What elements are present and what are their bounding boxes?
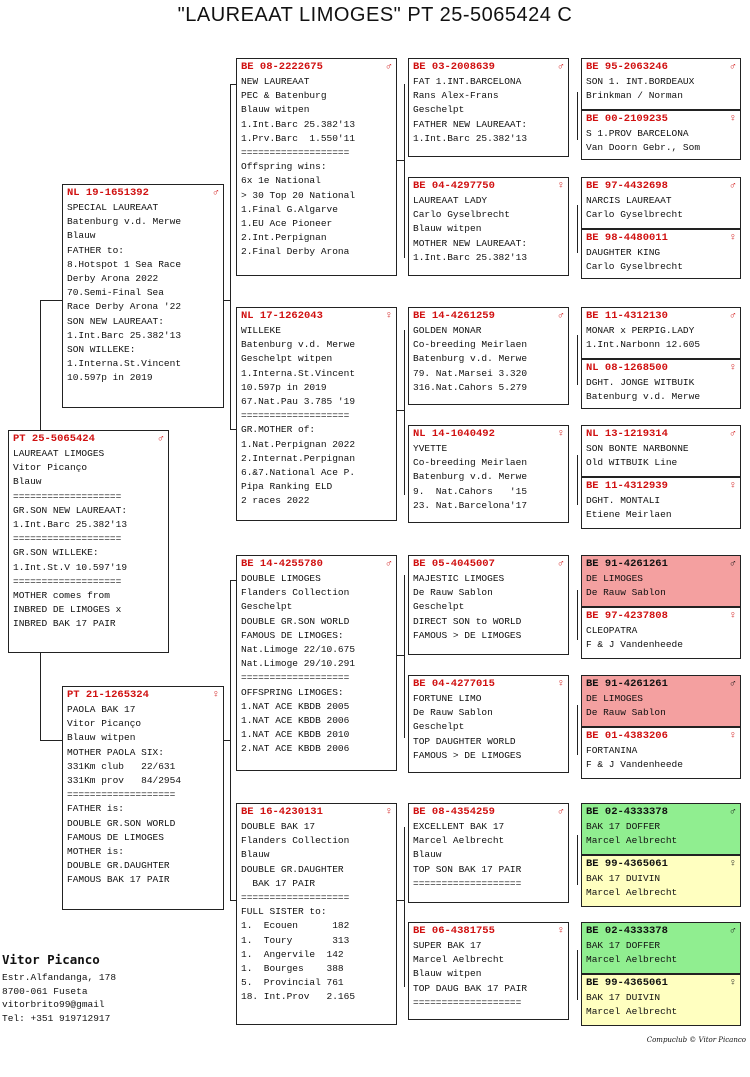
ring-number: BE 97-4237808 <box>586 610 668 622</box>
father-card <box>62 184 224 408</box>
text-line: DOUBLE BAK 17 <box>241 821 316 832</box>
text-line: Carlo Gyselbrecht <box>586 261 683 273</box>
text-line: Marcel Aelbrecht <box>586 835 678 847</box>
text-line: FATHER to: <box>67 244 125 256</box>
text-line: Flanders Collection <box>241 587 350 599</box>
gg-grandparent-card-2 <box>581 177 741 229</box>
ring-number: BE 03-2008639 <box>413 61 495 73</box>
text-line: MOTHER is: <box>67 846 125 858</box>
text-line: LAUREAAT LIMOGES <box>13 448 105 459</box>
text-line: DOUBLE GR.SON WORLD <box>241 615 350 627</box>
grandparent-lines <box>241 572 392 757</box>
ring-number: PT 25-5065424 <box>13 433 95 445</box>
text-line: =================== <box>413 877 522 889</box>
text-line: Marcel Aelbrecht <box>413 835 505 847</box>
gg-grandparent-lines <box>586 75 736 103</box>
text-line: Carlo Gyselbrecht <box>413 209 510 221</box>
text-line: Marcel Aelbrecht <box>586 1006 678 1018</box>
text-line: DAUGHTER KING <box>586 247 661 258</box>
text-line: 316.Nat.Cahors 5.279 <box>413 381 528 393</box>
text-line: F & J Vandenheede <box>586 759 683 771</box>
gg-grandparent-lines <box>586 442 736 470</box>
text-line: Old WITBUIK Line <box>586 457 678 469</box>
text-line: > 30 Top 20 National <box>241 189 356 201</box>
text-line: S 1.PROV BARCELONA <box>586 128 689 139</box>
sex-symbol: ♂ <box>557 558 564 570</box>
ring-number: BE 08-4354259 <box>413 806 495 818</box>
text-line: Blauw <box>413 849 442 861</box>
text-line: Blauw <box>67 230 96 242</box>
text-line: Blauw <box>241 849 270 861</box>
text-line: Batenburg v.d. Merwe <box>413 471 528 483</box>
gg-grandparent-card-13 <box>581 855 741 907</box>
text-line: Geschelpt <box>413 104 465 116</box>
text-line: 5. Provincial 761 <box>241 977 344 989</box>
text-line: DE LIMOGES <box>586 693 644 704</box>
text-line: =================== <box>241 147 350 159</box>
great-grandparent-card-6 <box>408 803 569 903</box>
text-line: =================== <box>13 533 122 545</box>
text-line: GR.SON WILLEKE: <box>13 547 99 559</box>
text-line: 2.Int.Perpignan <box>241 232 327 244</box>
sex-symbol: ♀ <box>557 180 564 192</box>
text-line: 1.NAT ACE KBDB 2010 <box>241 729 350 741</box>
text-line: 6.&7.National Ace P. <box>241 467 356 479</box>
text-line: 1.Int.Barc 25.382'13 <box>413 251 528 263</box>
text-line: =================== <box>13 490 122 502</box>
ring-number: BE 04-4277015 <box>413 678 495 690</box>
text-line: 1.Nat.Perpignan 2022 <box>241 438 356 450</box>
text-line: 1.Final G.Algarve <box>241 203 338 215</box>
sex-symbol: ♀ <box>557 428 564 440</box>
ring-number: BE 16-4230131 <box>241 806 323 818</box>
text-line: MOTHER comes from <box>13 590 110 602</box>
text-line: Vitor Picanço <box>13 462 88 474</box>
gg-grandparent-lines <box>586 376 736 404</box>
text-line: PAOLA BAK 17 <box>67 704 136 715</box>
text-line: Carlo Gyselbrecht <box>586 209 683 221</box>
text-line: =================== <box>241 410 350 422</box>
text-line: LAUREAAT LADY <box>413 195 488 206</box>
text-line: YVETTE <box>413 443 448 454</box>
great-grandparent-card-3 <box>408 425 569 523</box>
ring-number: NL 08-1268500 <box>586 362 668 374</box>
text-line: 1. Toury 313 <box>241 934 350 946</box>
gg-grandparent-card-4 <box>581 307 741 359</box>
text-line: 70.Semi-Final Sea <box>67 287 164 299</box>
text-line: 1.EU Ace Pioneer <box>241 218 333 230</box>
great-grandparent-lines <box>413 692 564 763</box>
gg-grandparent-lines <box>586 692 736 720</box>
gg-grandparent-card-10 <box>581 675 741 727</box>
text-line: INBRED BAK 17 PAIR <box>13 618 116 630</box>
gg-grandparent-lines <box>586 820 736 848</box>
sex-symbol: ♂ <box>729 61 736 73</box>
text-line: TOP DAUG BAK 17 PAIR <box>413 982 528 994</box>
text-line: =================== <box>13 575 122 587</box>
text-line: CLEOPATRA <box>586 625 638 636</box>
text-line: GOLDEN MONAR <box>413 325 482 336</box>
gg-grandparent-card-0 <box>581 58 741 110</box>
text-line: FATHER is: <box>67 803 125 815</box>
text-line: De Rauw Sablon <box>413 587 493 599</box>
great-grandparent-card-4 <box>408 555 569 655</box>
sex-symbol: ♀ <box>385 806 392 818</box>
ring-number: BE 06-4381755 <box>413 925 495 937</box>
great-grandparent-lines <box>413 939 564 1010</box>
text-line: BAK 17 DOFFER <box>586 821 661 832</box>
text-line: 1.Interna.St.Vincent <box>241 367 356 379</box>
text-line: MAJESTIC LIMOGES <box>413 573 505 584</box>
sex-symbol: ♀ <box>557 925 564 937</box>
copyright: Compuclub © Vitor Picanco <box>646 1036 746 1044</box>
text-line: 1.NAT ACE KBDB 2006 <box>241 715 350 727</box>
text-line: PEC & Batenburg <box>241 90 327 102</box>
ring-number: BE 11-4312939 <box>586 480 668 492</box>
sex-symbol: ♀ <box>729 113 736 125</box>
sex-symbol: ♀ <box>729 730 736 742</box>
text-line: FAMOUS > DE LIMOGES <box>413 629 522 641</box>
owner-block <box>2 952 116 1025</box>
text-line: 2.Internat.Perpignan <box>241 452 356 464</box>
text-line: FAT 1.INT.BARCELONA <box>413 76 522 87</box>
ring-number: NL 19-1651392 <box>67 187 149 199</box>
text-line: GR.SON NEW LAUREAAT: <box>13 504 128 516</box>
text-line: 18. Int.Prov 2.165 <box>241 991 356 1003</box>
text-line: 1. Ecouen 182 <box>241 920 350 932</box>
text-line: Batenburg v.d. Merwe <box>586 391 701 403</box>
mother-lines <box>67 703 219 888</box>
ring-number: NL 14-1040492 <box>413 428 495 440</box>
text-line: 1.Prv.Barc 1.550'11 <box>241 132 356 144</box>
text-line: F & J Vandenheede <box>586 639 683 651</box>
sex-symbol: ♂ <box>729 925 736 937</box>
text-line: 1.Int.St.V 10.597'19 <box>13 561 128 573</box>
sex-symbol: ♂ <box>557 310 564 322</box>
ring-number: BE 91-4261261 <box>586 558 668 570</box>
text-line: SUPER BAK 17 <box>413 940 482 951</box>
text-line: Blauw <box>13 476 42 488</box>
great-grandparent-card-7 <box>408 922 569 1020</box>
sex-symbol: ♂ <box>157 433 164 445</box>
text-line: 79. Nat.Marsei 3.320 <box>413 367 528 379</box>
text-line: Blauw witpen <box>413 223 482 235</box>
mother-card <box>62 686 224 910</box>
text-line: =================== <box>241 892 350 904</box>
gg-grandparent-card-6 <box>581 425 741 477</box>
gg-grandparent-card-11 <box>581 727 741 779</box>
text-line: Offspring wins: <box>241 161 327 173</box>
sex-symbol: ♀ <box>729 610 736 622</box>
text-line: MOTHER PAOLA SIX: <box>67 746 164 758</box>
text-line: Geschelpt <box>413 601 465 613</box>
gg-grandparent-lines <box>586 494 736 522</box>
text-line: De Rauw Sablon <box>586 587 666 599</box>
text-line: BAK 17 DOFFER <box>586 940 661 951</box>
gg-grandparent-lines <box>586 572 736 600</box>
gg-grandparent-lines <box>586 872 736 900</box>
ring-number: BE 11-4312130 <box>586 310 668 322</box>
gg-grandparent-card-14 <box>581 922 741 974</box>
text-line: 2 races 2022 <box>241 495 310 507</box>
grandparent-card-1 <box>236 307 397 521</box>
grandparent-lines <box>241 820 392 1005</box>
ring-number: NL 17-1262043 <box>241 310 323 322</box>
text-line: MONAR x PERPIG.LADY <box>586 325 695 336</box>
text-line: TOP DAUGHTER WORLD <box>413 735 516 747</box>
gg-grandparent-lines <box>586 127 736 155</box>
sex-symbol: ♀ <box>729 480 736 492</box>
sex-symbol: ♂ <box>729 678 736 690</box>
ring-number: BE 05-4045007 <box>413 558 495 570</box>
ring-number: BE 95-2063246 <box>586 61 668 73</box>
ring-number: NL 13-1219314 <box>586 428 668 440</box>
text-line: DOUBLE GR.DAUGHTER <box>67 860 170 872</box>
gg-grandparent-lines <box>586 246 736 274</box>
text-line: FATHER NEW LAUREAAT: <box>413 118 528 130</box>
text-line: BAK 17 DUIVIN <box>586 873 661 884</box>
text-line: 9. Nat.Cahors '15 <box>413 485 528 497</box>
sex-symbol: ♂ <box>729 806 736 818</box>
text-line: FORTANINA <box>586 745 638 756</box>
text-line: 2.NAT ACE KBDB 2006 <box>241 743 350 755</box>
text-line: 8.Hotspot 1 Sea Race <box>67 258 182 270</box>
text-line: Vitor Picanço <box>67 718 142 730</box>
ring-number: BE 99-4365061 <box>586 977 668 989</box>
sex-symbol: ♂ <box>385 558 392 570</box>
text-line: SPECIAL LAUREAAT <box>67 202 159 213</box>
gg-grandparent-card-12 <box>581 803 741 855</box>
text-line: FAMOUS BAK 17 PAIR <box>67 874 170 886</box>
text-line: DGHT. MONTALI <box>586 495 661 506</box>
ring-number: BE 97-4432698 <box>586 180 668 192</box>
great-grandparent-card-0 <box>408 58 569 157</box>
subject-card <box>8 430 169 653</box>
text-line: 23. Nat.Barcelona'17 <box>413 499 528 511</box>
sex-symbol: ♂ <box>557 806 564 818</box>
text-line: FORTUNE LIMO <box>413 693 482 704</box>
text-line: =================== <box>67 789 176 801</box>
text-line: Pipa Ranking ELD <box>241 481 333 493</box>
text-line: Batenburg v.d. Merwe <box>413 353 528 365</box>
text-line: Geschelpt witpen <box>241 353 333 365</box>
text-line: NARCIS LAUREAAT <box>586 195 672 206</box>
text-line: BAK 17 PAIR <box>241 877 316 889</box>
ring-number: BE 98-4480011 <box>586 232 668 244</box>
text-line: EXCELLENT BAK 17 <box>413 821 505 832</box>
great-grandparent-lines <box>413 75 564 146</box>
text-line: DOUBLE GR.DAUGHTER <box>241 863 344 875</box>
text-line: DE LIMOGES <box>586 573 644 584</box>
great-grandparent-lines <box>413 324 564 395</box>
sex-symbol: ♂ <box>729 558 736 570</box>
text-line: SON BONTE NARBONNE <box>586 443 689 454</box>
text-line: Tel: +351 919712917 <box>2 1012 111 1024</box>
text-line: 331Km prov 84/2954 <box>67 775 182 787</box>
sex-symbol: ♂ <box>557 61 564 73</box>
text-line: 10.597p in 2019 <box>241 381 327 393</box>
text-line: Marcel Aelbrecht <box>586 887 678 899</box>
gg-grandparent-card-3 <box>581 229 741 279</box>
text-line: 1. Bourges 388 <box>241 963 344 975</box>
grandparent-lines <box>241 324 392 509</box>
sex-symbol: ♀ <box>212 689 219 701</box>
ring-number: BE 08-2222675 <box>241 61 323 73</box>
sex-symbol: ♀ <box>729 232 736 244</box>
great-grandparent-card-2 <box>408 307 569 405</box>
text-line: Nat.Limoge 29/10.291 <box>241 658 356 670</box>
text-line: Rans Alex-Frans <box>413 90 499 102</box>
gg-grandparent-card-7 <box>581 477 741 529</box>
gg-grandparent-lines <box>586 324 736 352</box>
owner-address <box>2 971 116 1025</box>
father-lines <box>67 201 219 386</box>
text-line: Van Doorn Gebr., Som <box>586 142 701 154</box>
text-line: 1.Interna.St.Vincent <box>67 358 182 370</box>
text-line: Co-breeding Meirlaen <box>413 339 528 351</box>
text-line: Blauw witpen <box>67 732 136 744</box>
gg-grandparent-card-8 <box>581 555 741 607</box>
text-line: Batenburg v.d. Merwe <box>67 216 182 228</box>
text-line: 10.597p in 2019 <box>67 372 153 384</box>
text-line: Derby Arona 2022 <box>67 273 159 285</box>
sex-symbol: ♀ <box>729 977 736 989</box>
ring-number: BE 91-4261261 <box>586 678 668 690</box>
ring-number: BE 01-4383206 <box>586 730 668 742</box>
text-line: SON 1. INT.BORDEAUX <box>586 76 695 87</box>
sex-symbol: ♂ <box>729 310 736 322</box>
text-line: FAMOUS DE LIMOGES: <box>241 629 344 641</box>
sex-symbol: ♂ <box>212 187 219 199</box>
subject-lines <box>13 447 164 632</box>
text-line: WILLEKE <box>241 325 281 336</box>
text-line: Blauw witpen <box>241 104 310 116</box>
great-grandparent-lines <box>413 442 564 513</box>
text-line: De Rauw Sablon <box>586 707 666 719</box>
text-line: =================== <box>413 996 522 1008</box>
text-line: BAK 17 DUIVIN <box>586 992 661 1003</box>
ring-number: BE 04-4297750 <box>413 180 495 192</box>
sex-symbol: ♀ <box>385 310 392 322</box>
text-line: De Rauw Sablon <box>413 707 493 719</box>
pedigree-title: "LAUREAAT LIMOGES" PT 25-5065424 C <box>177 4 573 26</box>
text-line: Brinkman / Norman <box>586 90 683 102</box>
text-line: DOUBLE GR.SON WORLD <box>67 817 176 829</box>
text-line: NEW LAUREAAT <box>241 76 310 87</box>
text-line: 1.Int.Narbonn 12.605 <box>586 339 701 351</box>
ring-number: PT 21-1265324 <box>67 689 149 701</box>
text-line: 1.Int.Barc 25.382'13 <box>67 329 182 341</box>
text-line: 67.Nat.Pau 3.785 '19 <box>241 396 356 408</box>
text-line: TOP SON BAK 17 PAIR <box>413 863 522 875</box>
text-line: DIRECT SON to WORLD <box>413 615 522 627</box>
ring-number: BE 00-2109235 <box>586 113 668 125</box>
text-line: SON NEW LAUREAAT: <box>67 315 164 327</box>
grandparent-card-0 <box>236 58 397 276</box>
text-line: Flanders Collection <box>241 835 350 847</box>
grandparent-card-2 <box>236 555 397 771</box>
gg-grandparent-lines <box>586 624 736 652</box>
text-line: 6x 1e National <box>241 175 321 187</box>
text-line: DOUBLE LIMOGES <box>241 573 321 584</box>
grandparent-card-3 <box>236 803 397 1025</box>
text-line: DGHT. JONGE WITBUIK <box>586 377 695 388</box>
owner-name: Vitor Picanco <box>2 952 100 967</box>
sex-symbol: ♂ <box>729 180 736 192</box>
text-line: SON WILLEKE: <box>67 344 136 356</box>
ring-number: BE 02-4333378 <box>586 806 668 818</box>
text-line: 331Km club 22/631 <box>67 760 176 772</box>
text-line: GR.MOTHER of: <box>241 424 316 436</box>
text-line: Estr.Alfandanga, 178 <box>2 972 117 983</box>
gg-grandparent-card-15 <box>581 974 741 1026</box>
text-line: 8700-061 Fuseta <box>2 985 88 997</box>
great-grandparent-lines <box>413 820 564 891</box>
ring-number: BE 14-4261259 <box>413 310 495 322</box>
ring-number: BE 02-4333378 <box>586 925 668 937</box>
text-line: Geschelpt <box>241 601 293 613</box>
text-line: FAMOUS DE LIMOGES <box>67 831 164 843</box>
great-grandparent-card-1 <box>408 177 569 276</box>
text-line: 1. Angervile 142 <box>241 948 344 960</box>
text-line: Marcel Aelbrecht <box>586 954 678 966</box>
gg-grandparent-lines <box>586 194 736 222</box>
text-line: Nat.Limoge 22/10.675 <box>241 644 356 656</box>
ring-number: BE 14-4255780 <box>241 558 323 570</box>
great-grandparent-card-5 <box>408 675 569 773</box>
grandparent-lines <box>241 75 392 260</box>
gg-grandparent-card-1 <box>581 110 741 160</box>
text-line: MOTHER NEW LAUREAAT: <box>413 237 528 249</box>
great-grandparent-lines <box>413 572 564 643</box>
gg-grandparent-lines <box>586 744 736 772</box>
sex-symbol: ♂ <box>385 61 392 73</box>
ring-number: BE 99-4365061 <box>586 858 668 870</box>
text-line: Co-breeding Meirlaen <box>413 457 528 469</box>
text-line: Geschelpt <box>413 721 465 733</box>
text-line: 1.Int.Barc 25.382'13 <box>13 519 128 531</box>
sex-symbol: ♂ <box>729 428 736 440</box>
text-line: 1.NAT ACE KBDB 2005 <box>241 700 350 712</box>
gg-grandparent-lines <box>586 991 736 1019</box>
gg-grandparent-card-9 <box>581 607 741 659</box>
gg-grandparent-card-5 <box>581 359 741 409</box>
text-line: 2.Final Derby Arona <box>241 246 350 258</box>
text-line: Marcel Aelbrecht <box>413 954 505 966</box>
gg-grandparent-lines <box>586 939 736 967</box>
great-grandparent-lines <box>413 194 564 265</box>
text-line: Blauw witpen <box>413 968 482 980</box>
text-line: Race Derby Arona '22 <box>67 301 182 313</box>
text-line: OFFSPRING LIMOGES: <box>241 686 344 698</box>
text-line: 1.Int.Barc 25.382'13 <box>413 132 528 144</box>
sex-symbol: ♀ <box>729 858 736 870</box>
text-line: FULL SISTER to: <box>241 906 327 918</box>
text-line: FAMOUS > DE LIMOGES <box>413 749 522 761</box>
text-line: 1.Int.Barc 25.382'13 <box>241 118 356 130</box>
text-line: Batenburg v.d. Merwe <box>241 339 356 351</box>
sex-symbol: ♀ <box>729 362 736 374</box>
text-line: INBRED DE LIMOGES x <box>13 604 122 616</box>
text-line: vitorbrito99@gmail <box>2 999 105 1010</box>
text-line: Etiene Meirlaen <box>586 509 672 521</box>
sex-symbol: ♀ <box>557 678 564 690</box>
text-line: =================== <box>241 672 350 684</box>
